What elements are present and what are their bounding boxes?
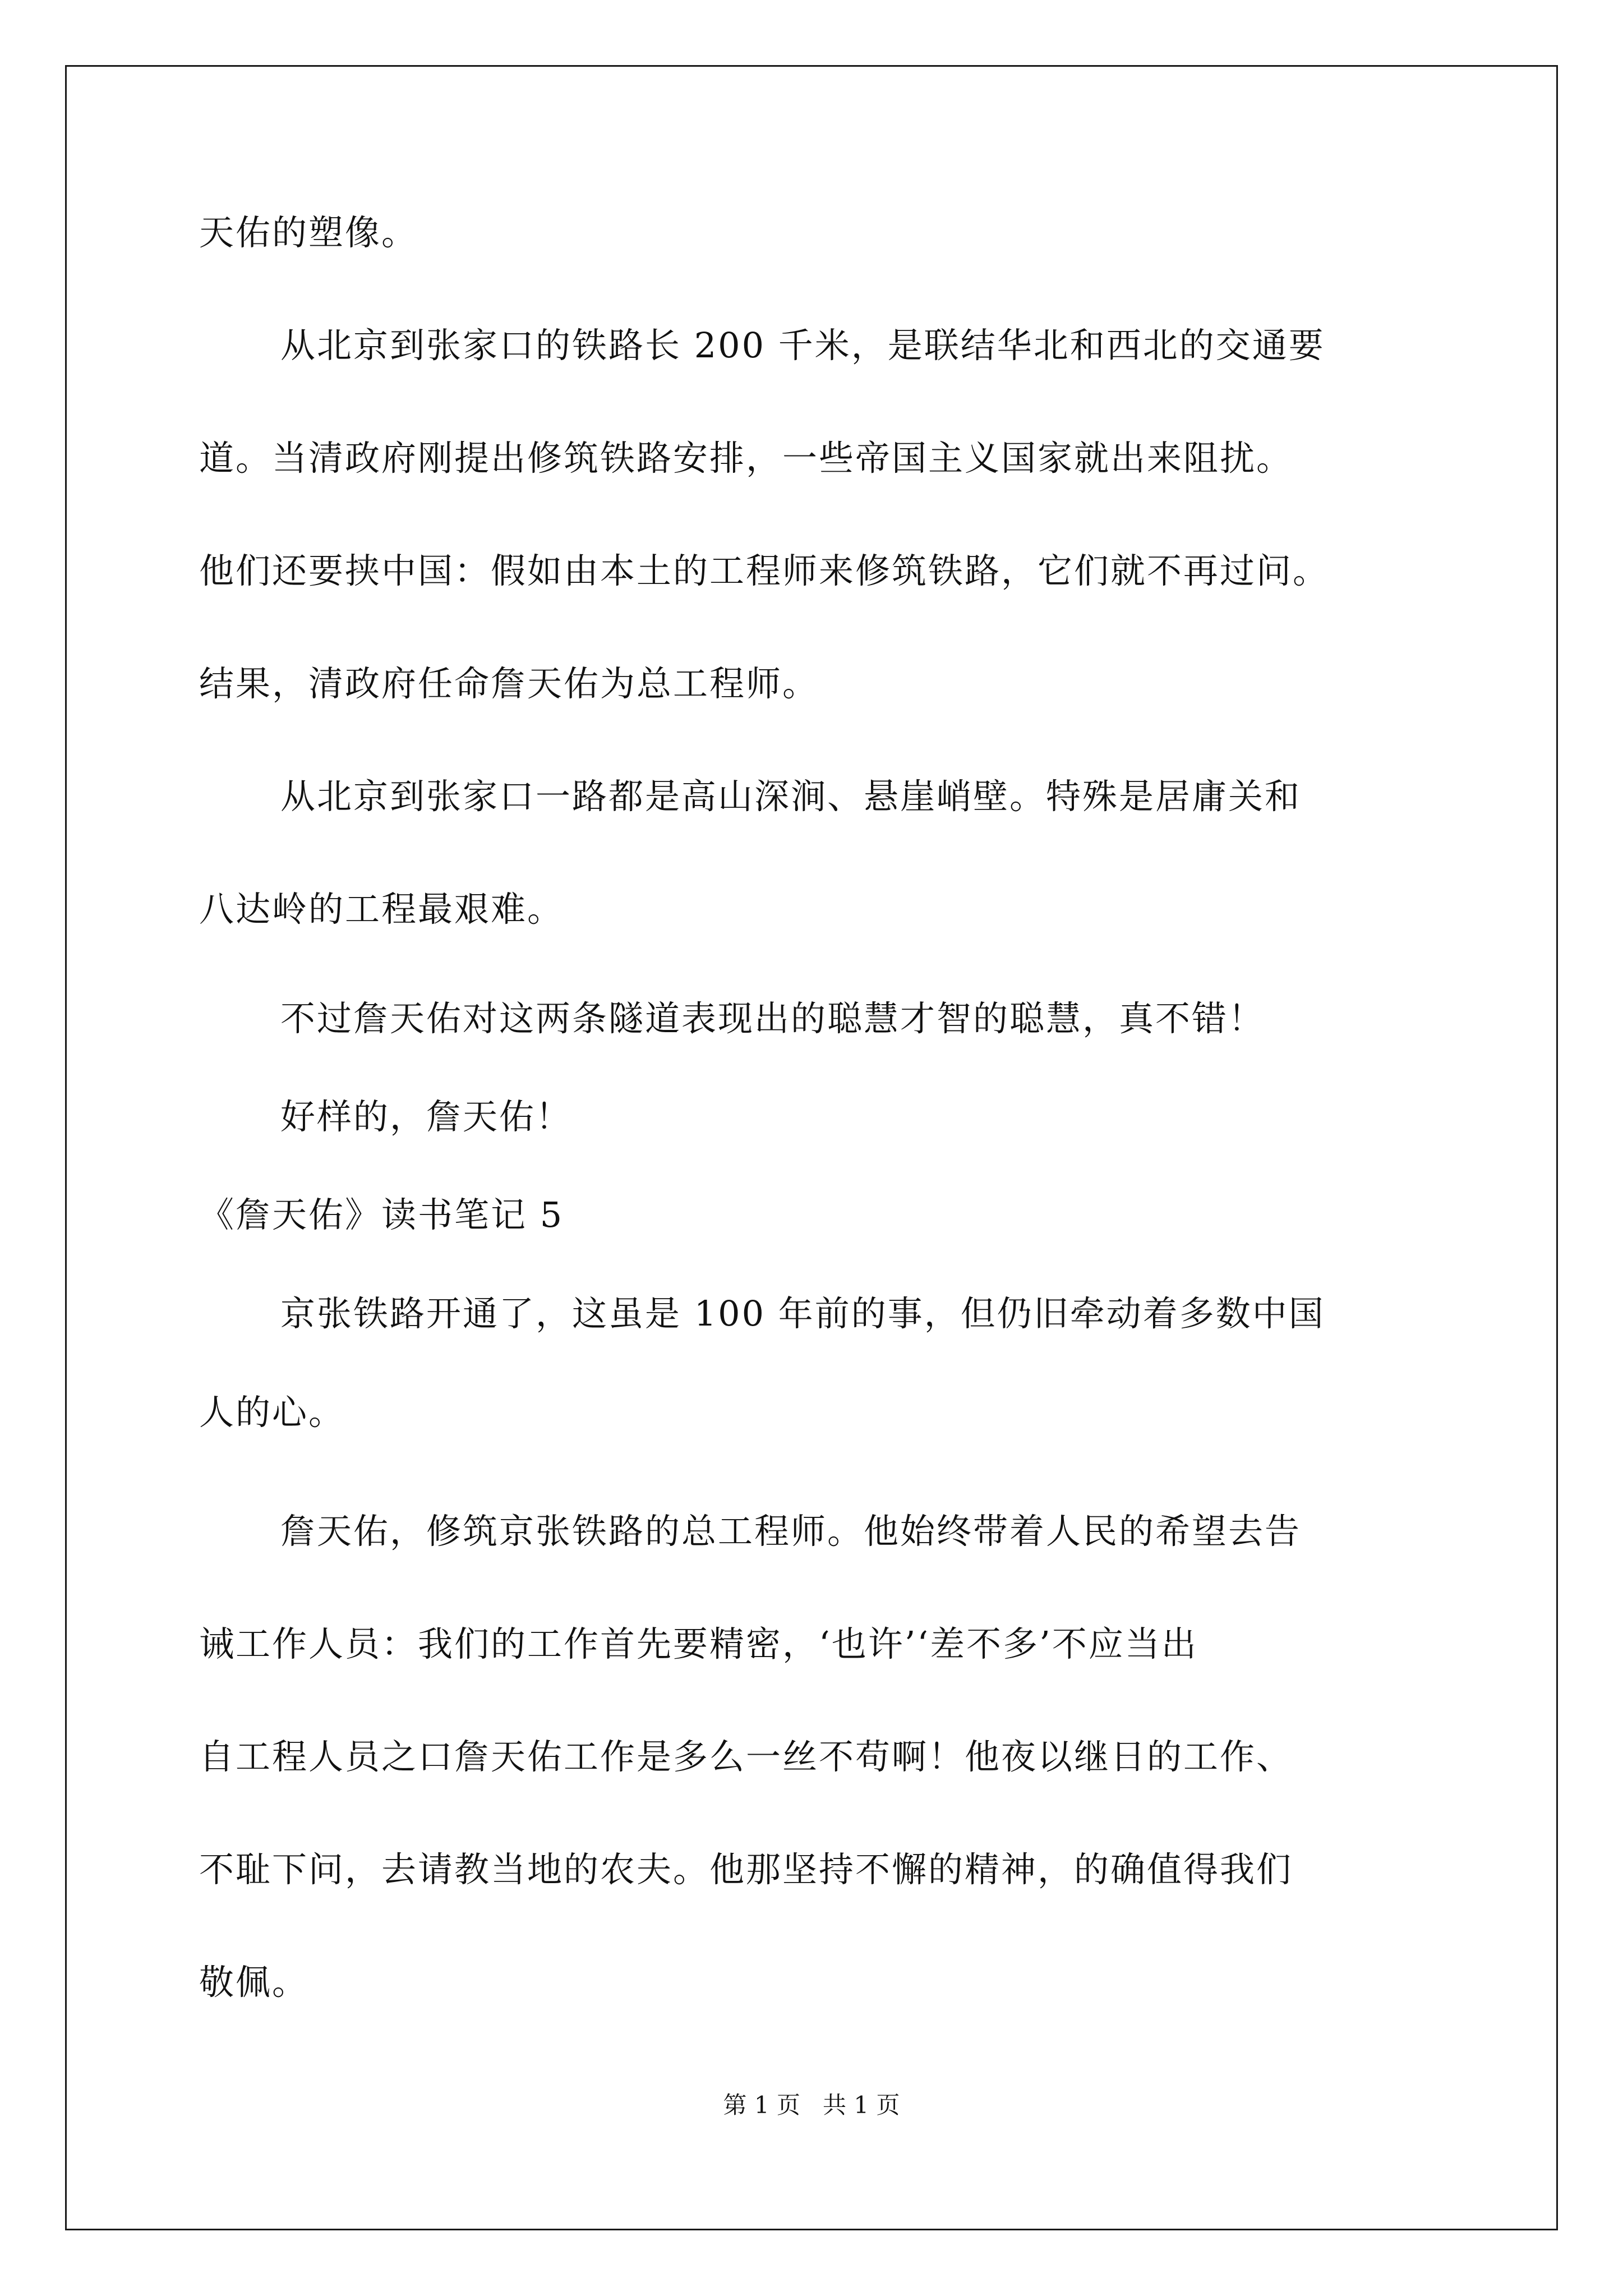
paragraph-line: 好样的，詹天佑！ xyxy=(280,1096,573,1137)
paragraph-line: 从北京到张家口一路都是高山深涧、悬崖峭壁。特殊是居庸关和 xyxy=(280,776,1302,817)
section-heading: 《詹天佑》读书笔记 5 xyxy=(199,1194,564,1235)
paragraph-line: 詹天佑，修筑京张铁路的总工程师。他始终带着人民的希望去告 xyxy=(280,1511,1302,1552)
paragraph-line: 他们还要挟中国：假如由本土的工程师来修筑铁路，它们就不再过问。 xyxy=(199,550,1330,591)
paragraph-line: 京张铁路开通了，这虽是 100 年前的事，但仍旧牵动着多数中国 xyxy=(280,1293,1325,1334)
paragraph-line: 天佑的塑像。 xyxy=(199,212,418,253)
paragraph-line: 诫工作人员：我们的工作首先要精密，‘也许’‘差不多’不应当出 xyxy=(199,1623,1198,1664)
paragraph-line: 敬佩。 xyxy=(199,1962,309,2003)
paragraph-line: 不过詹天佑对这两条隧道表现出的聪慧才智的聪慧，真不错！ xyxy=(280,998,1265,1039)
paragraph-line: 从北京到张家口的铁路长 200 千米，是联结华北和西北的交通要 xyxy=(280,325,1325,366)
paragraph-line: 自工程人员之口詹天佑工作是多么一丝不苟啊！他夜以继日的工作、 xyxy=(199,1736,1293,1777)
paragraph-line: 结果，清政府任命詹天佑为总工程师。 xyxy=(199,663,819,704)
paragraph-line: 不耻下问，去请教当地的农夫。他那坚持不懈的精神，的确值得我们 xyxy=(199,1849,1293,1890)
page-footer: 第 1 页 共 1 页 xyxy=(723,2091,900,2119)
paragraph-line: 人的心。 xyxy=(199,1392,345,1433)
paragraph-line: 道。当清政府刚提出修筑铁路安排，一些帝国主义国家就出来阻扰。 xyxy=(199,438,1293,478)
page-border xyxy=(65,65,1558,2230)
paragraph-line: 八达岭的工程最艰难。 xyxy=(199,889,564,930)
